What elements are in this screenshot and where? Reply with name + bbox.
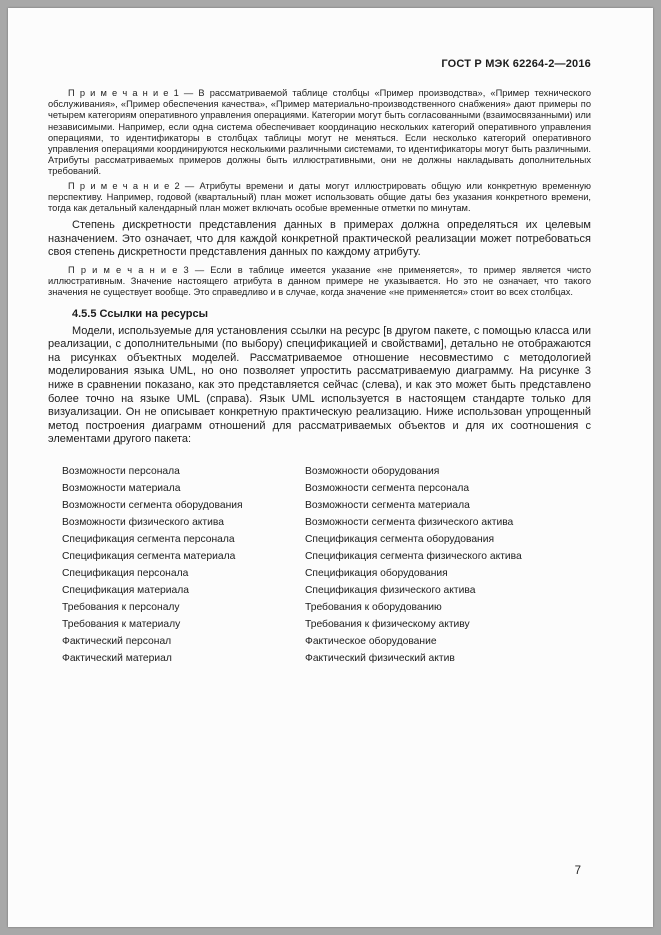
list-item: Фактическое оборудование [305,635,437,647]
list-item: Спецификация физического актива [305,584,476,596]
list-item: Спецификация сегмента оборудования [305,533,495,545]
resource-list-right-column [305,463,591,667]
list-item: Спецификация сегмента физического актива [305,550,522,562]
list-item: Спецификация материала [62,584,190,596]
resource-list-left-column [48,463,305,667]
list-item: Возможности материала [62,482,181,494]
list-item: Возможности персонала [62,465,180,477]
list-item: Возможности сегмента материала [305,499,470,511]
list-item: Возможности физического актива [62,516,224,528]
document-header: ГОСТ Р МЭК 62264-2—2016 [441,58,591,70]
list-item: Требования к материалу [62,618,181,630]
list-item: Фактический персонал [62,635,172,647]
note-3: П р и м е ч а н и е 3 — Если в таблице имеется указание «не применяется», то пример является чисто иллюстративным. Значение настоящего атрибута в данном примере не указывается. Но это не означает, что такого значения не существует вообще. Это справедливо и в случае, когда значение «не применяется» стоит во всех столбцах. [48,265,591,298]
list-item: Спецификация сегмента материала [62,550,236,562]
list-item: Возможности сегмента физического актива [305,516,514,528]
note-1: П р и м е ч а н и е 1 — В рассматриваемой таблице столбцы «Пример производства», «Пример технического обслуживания», «Пример обеспечения качества», «Пример материально-производственного снабжения» дают примеры по четырем категориям оперативного управления операциями. Категории могут быть согласованными (взаимосвязанными) или независимыми. Например, если одна система обеспечивает координацию нескольких категорий оперативного управления операциями, то идентификаторы в столбцах таблицы могут не меняться. Если несколько категорий оперативного управления операциями координируются несколькими различными системами, то идентификаторы могут быть различными. Атрибуты рассматриваемых примеров должны быть иллюстративными, они не должны накладывать дополнительных требований. [48,88,591,177]
list-item: Требования к оборудованию [305,601,442,613]
list-item: Фактический материал [62,652,172,664]
list-item: Фактический физический актив [305,652,455,664]
list-item: Возможности сегмента персонала [305,482,470,494]
page-number: 7 [574,865,581,877]
list-item: Спецификация персонала [62,567,189,579]
list-item: Возможности сегмента оборудования [62,499,243,511]
section-heading: 4.5.5 Ссылки на ресурсы [72,307,208,320]
list-item: Спецификация оборудования [305,567,448,579]
list-item: Спецификация сегмента персонала [62,533,235,545]
note-2: П р и м е ч а н и е 2 — Атрибуты времени и даты могут иллюстрировать общую или конкретную временную перспективу. Например, годовой (квартальный) план может использовать общие даты без указания конкретного времени, тогда как детальный календарный план может включать особые временные отметки по минутам. [48,180,591,214]
list-item: Требования к персоналу [62,601,180,613]
paragraph-discreteness: Степень дискретности представления данных в примерах должна определяться их целевым назначением. Это означает, что для каждой конкретной практической реализации может потребоваться своя степень дискретности представления данных по каждому атрибуту. [48,219,591,259]
list-item: Возможности оборудования [305,465,440,477]
resource-list [48,463,591,667]
section-paragraph: Модели, используемые для установления ссылки на ресурс [в другом пакете, с помощью класса или реализации, с дополнительными (по выбору) спецификацией и свойствами], детально не отображаются на рисунках объектных моделей. Рассматриваемое отношение несовместимо с методологией моделирования языка UML, но оно позволяет упростить рассматриваемую диаграмму. На рисунке 3 ниже в сравнении показано, как это представляется сейчас (слева), и как это может быть представлено более точно на языке UML (справа). Язык UML используется в настоящем стандарте только для визуализации. Он не описывает конкретную практическую реализацию. Ниже использован упрощенный метод построения диаграмм отношений для рассматриваемых объектов и для их соотношения с элементами другого пакета: [48,324,591,446]
document-page [8,8,653,927]
list-item: Требования к физическому активу [305,618,470,630]
